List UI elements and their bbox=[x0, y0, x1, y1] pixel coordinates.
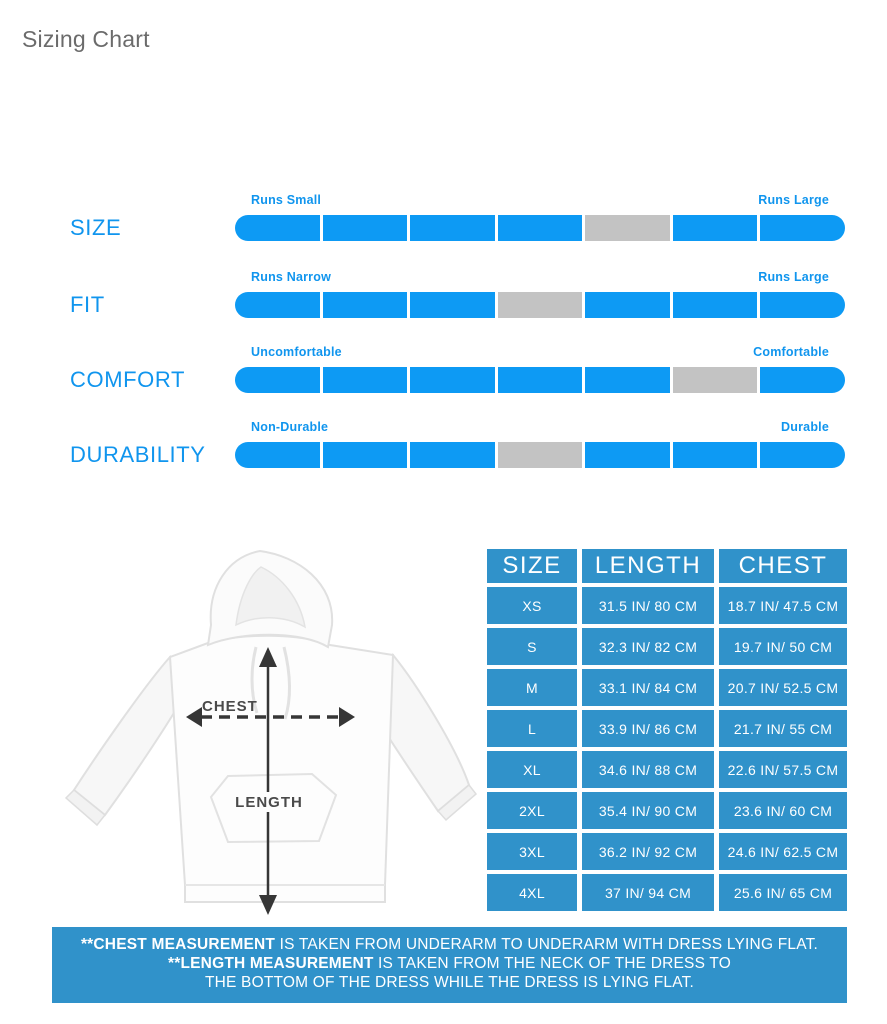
bar-segment bbox=[410, 442, 495, 468]
table-cell: XL bbox=[487, 751, 577, 788]
table-cell: 35.4 IN/ 90 CM bbox=[582, 792, 714, 829]
hoodie-left-sleeve bbox=[74, 657, 180, 815]
bar-segment bbox=[323, 367, 408, 393]
chest-note-rest: IS TAKEN FROM UNDERARM TO UNDERARM WITH DRESS LYING FLAT. bbox=[275, 936, 819, 953]
length-note-rest: IS TAKEN FROM THE NECK OF THE DRESS TO bbox=[373, 955, 731, 972]
table-cell: 4XL bbox=[487, 874, 577, 911]
bar-segment bbox=[760, 292, 845, 318]
bar-segment bbox=[323, 215, 408, 241]
table-cell: 19.7 IN/ 50 CM bbox=[719, 628, 847, 665]
bar-segment bbox=[585, 367, 670, 393]
size-table bbox=[487, 549, 847, 911]
bar-segment bbox=[673, 292, 758, 318]
table-cell: L bbox=[487, 710, 577, 747]
rating-bar-comfort bbox=[235, 367, 845, 393]
table-cell: 25.6 IN/ 65 CM bbox=[719, 874, 847, 911]
chest-note-bold: **CHEST MEASUREMENT bbox=[80, 936, 276, 953]
bar-segment bbox=[498, 367, 583, 393]
measurement-note bbox=[52, 927, 847, 1003]
chest-label: CHEST bbox=[202, 698, 258, 715]
table-cell: 33.9 IN/ 86 CM bbox=[582, 710, 714, 747]
page-title: Sizing Chart bbox=[22, 26, 150, 52]
bar-segment bbox=[323, 292, 408, 318]
scale-min-label: Runs Narrow bbox=[251, 270, 331, 284]
table-cell: 33.1 IN/ 84 CM bbox=[582, 669, 714, 706]
table-cell: 3XL bbox=[487, 833, 577, 870]
bar-scale-labels bbox=[235, 193, 845, 208]
table-cell: 20.7 IN/ 52.5 CM bbox=[719, 669, 847, 706]
scale-min-label: Uncomfortable bbox=[251, 345, 342, 359]
table-cell: 31.5 IN/ 80 CM bbox=[582, 587, 714, 624]
bar-scale-labels bbox=[235, 345, 845, 360]
bar-segment bbox=[410, 215, 495, 241]
scale-max-label: Runs Large bbox=[758, 193, 829, 207]
rating-bar-size bbox=[235, 215, 845, 241]
bar-segment bbox=[673, 367, 758, 393]
bar-segment bbox=[235, 215, 320, 241]
table-cell: 34.6 IN/ 88 CM bbox=[582, 751, 714, 788]
length-note-rest2: THE BOTTOM OF THE DRESS WHILE THE DRESS IS LYING FLAT. bbox=[204, 974, 695, 991]
table-cell: 21.7 IN/ 55 CM bbox=[719, 710, 847, 747]
table-cell: S bbox=[487, 628, 577, 665]
chest-note-line bbox=[52, 935, 847, 954]
bar-scale-labels bbox=[235, 420, 845, 435]
bar-segment bbox=[673, 442, 758, 468]
size-table-header: CHEST bbox=[719, 549, 847, 583]
bar-segment bbox=[585, 292, 670, 318]
hoodie-diagram bbox=[60, 545, 480, 925]
size-table-header: LENGTH bbox=[582, 549, 714, 583]
bar-segment bbox=[760, 215, 845, 241]
table-cell: 18.7 IN/ 47.5 CM bbox=[719, 587, 847, 624]
length-note-line2 bbox=[52, 973, 847, 992]
table-cell: 32.3 IN/ 82 CM bbox=[582, 628, 714, 665]
rating-category-comfort: COMFORT bbox=[70, 367, 186, 392]
bar-segment bbox=[410, 367, 495, 393]
bar-segment bbox=[498, 442, 583, 468]
bar-segment bbox=[673, 215, 758, 241]
rating-row-durability bbox=[235, 420, 845, 468]
table-cell: 22.6 IN/ 57.5 CM bbox=[719, 751, 847, 788]
bar-segment bbox=[235, 442, 320, 468]
scale-min-label: Runs Small bbox=[251, 193, 322, 207]
rating-row-size bbox=[235, 193, 845, 241]
scale-max-label: Runs Large bbox=[758, 270, 829, 284]
bar-segment bbox=[585, 215, 670, 241]
size-table-header: SIZE bbox=[487, 549, 577, 583]
hoodie-body bbox=[170, 636, 393, 902]
table-cell: 36.2 IN/ 92 CM bbox=[582, 833, 714, 870]
bar-segment bbox=[760, 367, 845, 393]
bar-segment bbox=[585, 442, 670, 468]
length-arrow-down-icon bbox=[259, 895, 277, 915]
table-cell: 24.6 IN/ 62.5 CM bbox=[719, 833, 847, 870]
rating-bar-fit bbox=[235, 292, 845, 318]
bar-segment bbox=[235, 367, 320, 393]
bar-segment bbox=[760, 442, 845, 468]
rating-row-comfort bbox=[235, 345, 845, 393]
scale-min-label: Non-Durable bbox=[251, 420, 329, 434]
table-cell: 2XL bbox=[487, 792, 577, 829]
scale-max-label: Durable bbox=[781, 420, 829, 434]
length-note-bold: **LENGTH MEASUREMENT bbox=[168, 955, 374, 972]
bar-segment bbox=[498, 215, 583, 241]
length-label: LENGTH bbox=[235, 794, 303, 811]
bar-scale-labels bbox=[235, 270, 845, 285]
rating-row-fit bbox=[235, 270, 845, 318]
rating-category-size: SIZE bbox=[70, 215, 122, 240]
length-note-line bbox=[52, 954, 847, 973]
table-cell: XS bbox=[487, 587, 577, 624]
table-cell: 37 IN/ 94 CM bbox=[582, 874, 714, 911]
bar-segment bbox=[323, 442, 408, 468]
rating-bar-durability bbox=[235, 442, 845, 468]
bar-segment bbox=[410, 292, 495, 318]
rating-category-fit: FIT bbox=[70, 292, 105, 317]
bar-segment bbox=[235, 292, 320, 318]
scale-max-label: Comfortable bbox=[753, 345, 829, 359]
rating-category-durability: DURABILITY bbox=[70, 442, 206, 467]
table-cell: M bbox=[487, 669, 577, 706]
table-cell: 23.6 IN/ 60 CM bbox=[719, 792, 847, 829]
bar-segment bbox=[498, 292, 583, 318]
